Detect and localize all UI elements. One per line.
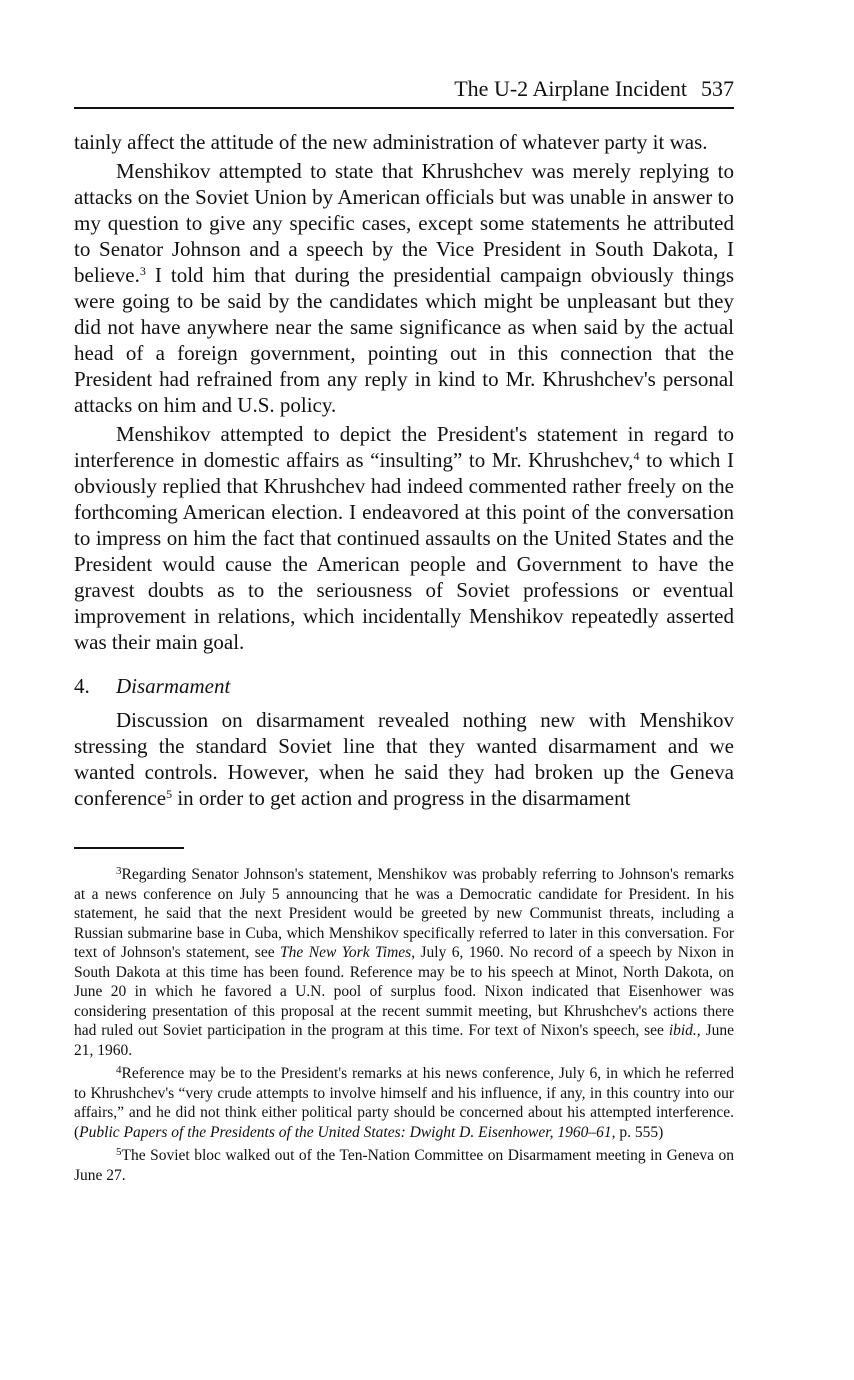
footnote-5-mark: 5 <box>116 1146 122 1158</box>
footnote-ref-5[interactable]: 5 <box>166 787 173 801</box>
paragraph-2-part-b: I told him that during the presidential campaign obviously things were going to be said by the candidates which might be unpleasant but they did not have anywhere near the same significance as when said by the actual head of a foreign government, pointing out in this connection that the President had refrained from any reply in kind to Mr. Khrushchev's personal attacks on him and U.S. policy. <box>74 263 734 417</box>
paragraph-1: tainly affect the attitude of the new administration of whatever party it was. <box>74 130 708 154</box>
footnote-ref-4[interactable]: 4 <box>633 449 640 463</box>
paragraph-3-part-b: to which I obviously replied that Khrushchev had indeed commented rather freely on the forthcoming American election. I endeavored at this point of the conversation to impress on him the fact that continued assaults on the United States and the President would cause the American people and Government to have the gravest doubts as to the seriousness of Soviet professions or eventual improvement in relations, which incidentally Menshikov repeatedly asserted was their main goal. <box>74 448 734 654</box>
footnote-3-citation-nyt: The New York Times, <box>280 944 416 961</box>
paragraph-2-part-a: Menshikov attempted to state that Khrushchev was merely replying to attacks on the Soviet Union by American officials but was unable in answer to my question to give any specific cases, except some statements he attributed to Senator Johnson and a speech by the Vice President in South Dakota, I believe. <box>74 159 734 287</box>
footnote-4-part-a: Reference may be to the President's remarks at his news conference, July 6, in which he referred to Khrushchev's “very crude attempts to involve himself and his influence, if any, in this country into our affairs,” and he did not think either political party should be concerned about his attempted interference. ( <box>74 1065 734 1141</box>
footnotes <box>74 865 734 1185</box>
paragraph-4-part-a: Discussion on disarmament revealed nothing new with Menshikov stressing the standard Soviet line that they wanted disarmament and we wanted controls. However, when he said they had broken up the Geneva conference <box>74 708 734 810</box>
footnote-3-mark: 3 <box>116 865 122 877</box>
paragraph-3 <box>74 421 734 655</box>
footnote-5 <box>74 1146 734 1185</box>
footnote-5-text: The Soviet bloc walked out of the Ten-Nation Committee on Disarmament meeting in Geneva on June 27. <box>74 1147 734 1184</box>
footnote-3-part-a: Regarding Senator Johnson's statement, Menshikov was probably referring to Johnson's remarks at a news conference on July 5 announcing that he was a Democratic candidate for President. In his statement, he said that the next President would be greeted by new Communist threats, including a Russian submarine base in Cuba, which Menshikov specifically referred to later in this conversation. For text of Johnson's statement, see <box>74 866 734 961</box>
footnote-3-part-b: July 6, 1960. No record of a speech by Nixon in South Dakota at this time has been found. Reference may be to his speech at Minot, North Dakota, on June 20 in which he favored a U.N. pool of surplus food. Nixon indicated that Eisenhower was considering presentation of this proposal at the recent summit meeting, but Khrushchev's actions there had ruled out Soviet participation in the program at this time. For text of Nixon's speech, see <box>74 944 735 1039</box>
footnote-3-citation-ibid: ibid., <box>668 1022 701 1039</box>
page-number: 537 <box>701 76 734 101</box>
running-head-title: The U-2 Airplane Incident <box>454 76 687 101</box>
footnote-rule <box>74 847 184 849</box>
running-head <box>74 74 734 104</box>
body-text <box>74 129 734 811</box>
footnote-4-citation: Public Papers of the Presidents of the United States: Dwight D. Eisenhower, 1960–61, <box>79 1123 616 1141</box>
footnote-4 <box>74 1064 734 1142</box>
section-number: 4. <box>74 674 90 698</box>
paragraph-2 <box>74 158 734 418</box>
footnote-3 <box>74 865 734 1060</box>
header-rule <box>74 107 734 109</box>
section-title: Disarmament <box>116 674 231 698</box>
footnote-3-part-c: June 21, 1960. <box>74 1022 734 1059</box>
footnote-4-mark: 4 <box>116 1064 122 1076</box>
footnote-4-part-b: p. 555) <box>615 1123 664 1141</box>
section-heading-disarmament <box>74 673 734 699</box>
document-page <box>74 74 734 1189</box>
footnote-ref-3[interactable]: 3 <box>139 264 146 278</box>
paragraph-4-part-b: in order to get action and progress in the disarmament <box>172 786 631 810</box>
paragraph-3-part-a: Menshikov attempted to depict the President's statement in regard to interference in domestic affairs as “insulting” to Mr. Khrushchev, <box>74 422 734 472</box>
paragraph-4 <box>74 707 734 811</box>
